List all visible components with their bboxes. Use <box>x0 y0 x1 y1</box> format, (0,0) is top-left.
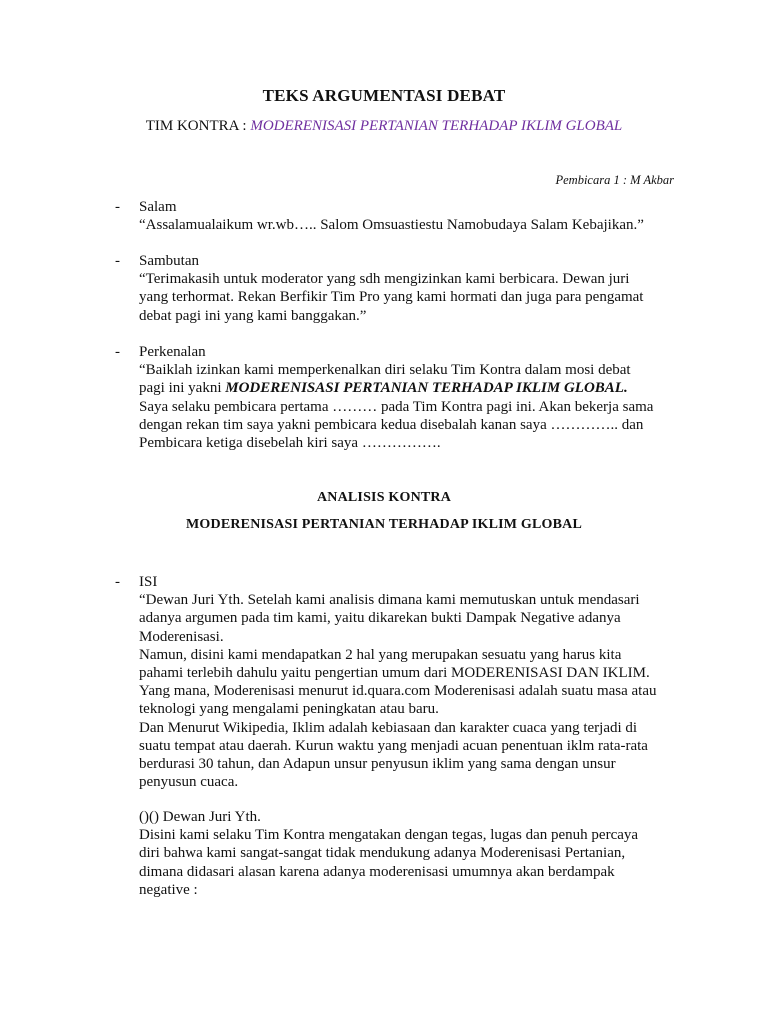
paragraph-line: adanya argumen pada tim kami, yaitu dikarekan bukti Dampak Negative adanya <box>139 610 621 627</box>
paragraph-line: teknologi yang mengalami peningkatan atau baru. <box>139 701 439 718</box>
paragraph-line: pahami terlebih dahulu yaitu pengertian umum dari MODERENISASI DAN IKLIM. <box>139 665 650 682</box>
paragraph-line: Namun, disini kami mendapatkan 2 hal yang merupakan sesuatu yang harus kita <box>139 646 622 663</box>
paragraph-line: Moderenisasi. <box>139 628 224 645</box>
bullet-dash: - <box>115 574 120 590</box>
analysis-subheading: MODERENISASI PERTANIAN TERHADAP IKLIM GLOBAL <box>186 517 582 532</box>
paragraph-line: “Terimakasih untuk moderator yang sdh mengizinkan kami berbicara. Dewan juri <box>139 271 630 288</box>
paragraph-line: “Assalamualaikum wr.wb….. Salom Omsuastiestu Namobudaya Salam Kebajikan.” <box>139 217 644 234</box>
section-heading: Salam <box>139 199 177 215</box>
section-salam <box>115 198 679 234</box>
paragraph-line: “Baiklah izinkan kami memperkenalkan diri selaku Tim Kontra dalam mosi debat <box>139 362 631 379</box>
paragraph-line: suatu tempat atau daerah. Kurun waktu yang menjadi acuan penentuan iklm rata-rata <box>139 737 648 754</box>
paragraph-line: diri bahwa kami sangat-sangat tidak mendukung adanya Moderenisasi Pertanian, <box>139 845 626 862</box>
speaker-label: Pembicara 1 : M Akbar <box>555 173 674 187</box>
bullet-dash: - <box>115 344 120 360</box>
paragraph-line: ()() Dewan Juri Yth. <box>139 809 261 825</box>
paragraph-line: dengan rekan tim saya yakni pembicara kedua disebalah kanan saya ………….. dan <box>139 416 644 433</box>
section-isi <box>115 573 679 791</box>
document-subtitle <box>0 118 768 135</box>
bullet-dash: - <box>115 199 120 215</box>
section-perkenalan <box>115 343 679 452</box>
paragraph-line: Saya selaku pembicara pertama ……… pada Tim Kontra pagi ini. Akan bekerja sama <box>139 398 654 415</box>
document-title: TEKS ARGUMENTASI DEBAT <box>262 86 506 105</box>
inline-text: pagi ini yakni <box>139 380 226 397</box>
paragraph-line: dimana didasari alasan karena adanya moderenisasi umumnya akan berdampak <box>139 863 615 880</box>
paragraph-line: Yang mana, Moderenisasi menurut id.quara.com Moderenisasi adalah suatu masa atau <box>139 683 657 700</box>
paragraph-line: penyusun cuaca. <box>139 774 239 791</box>
section-isi-continued <box>139 808 679 899</box>
section-heading: ISI <box>139 574 158 590</box>
analysis-heading: ANALISIS KONTRA <box>316 490 452 505</box>
paragraph-line: negative : <box>139 881 198 898</box>
paragraph-line: Pembicara ketiga disebelah kiri saya ……………. <box>139 435 441 452</box>
paragraph-line: debat pagi ini yang kami banggakan.” <box>139 307 367 324</box>
motion-emphasis: MODERENISASI PERTANIAN TERHADAP IKLIM GLOBAL. <box>225 380 628 397</box>
paragraph-line: Dan Menurut Wikipedia, Iklim adalah kebiasaan dan karakter cuaca yang terjadi di <box>139 719 638 736</box>
bullet-dash: - <box>115 253 120 269</box>
paragraph-line: yang terhormat. Rekan Berfikir Tim Pro yang kami hormati dan juga para pengamat <box>139 289 644 306</box>
section-sambutan <box>115 252 679 325</box>
subtitle-motion: MODERENISASI PERTANIAN TERHADAP IKLIM GLOBAL <box>250 118 623 134</box>
paragraph-line: Disini kami selaku Tim Kontra mengatakan dengan tegas, lugas dan penuh percaya <box>139 827 639 844</box>
paragraph-line: “Dewan Juri Yth. Setelah kami analisis dimana kami memutuskan untuk mendasari <box>139 592 640 609</box>
paragraph-line: berdurasi 30 tahun, dan Adapun unsur penyusun iklim yang sama dengan unsur <box>139 756 616 773</box>
paragraph-line <box>139 379 679 397</box>
section-heading: Perkenalan <box>139 344 206 360</box>
subtitle-prefix: TIM KONTRA : <box>145 118 251 134</box>
section-heading: Sambutan <box>139 253 199 269</box>
